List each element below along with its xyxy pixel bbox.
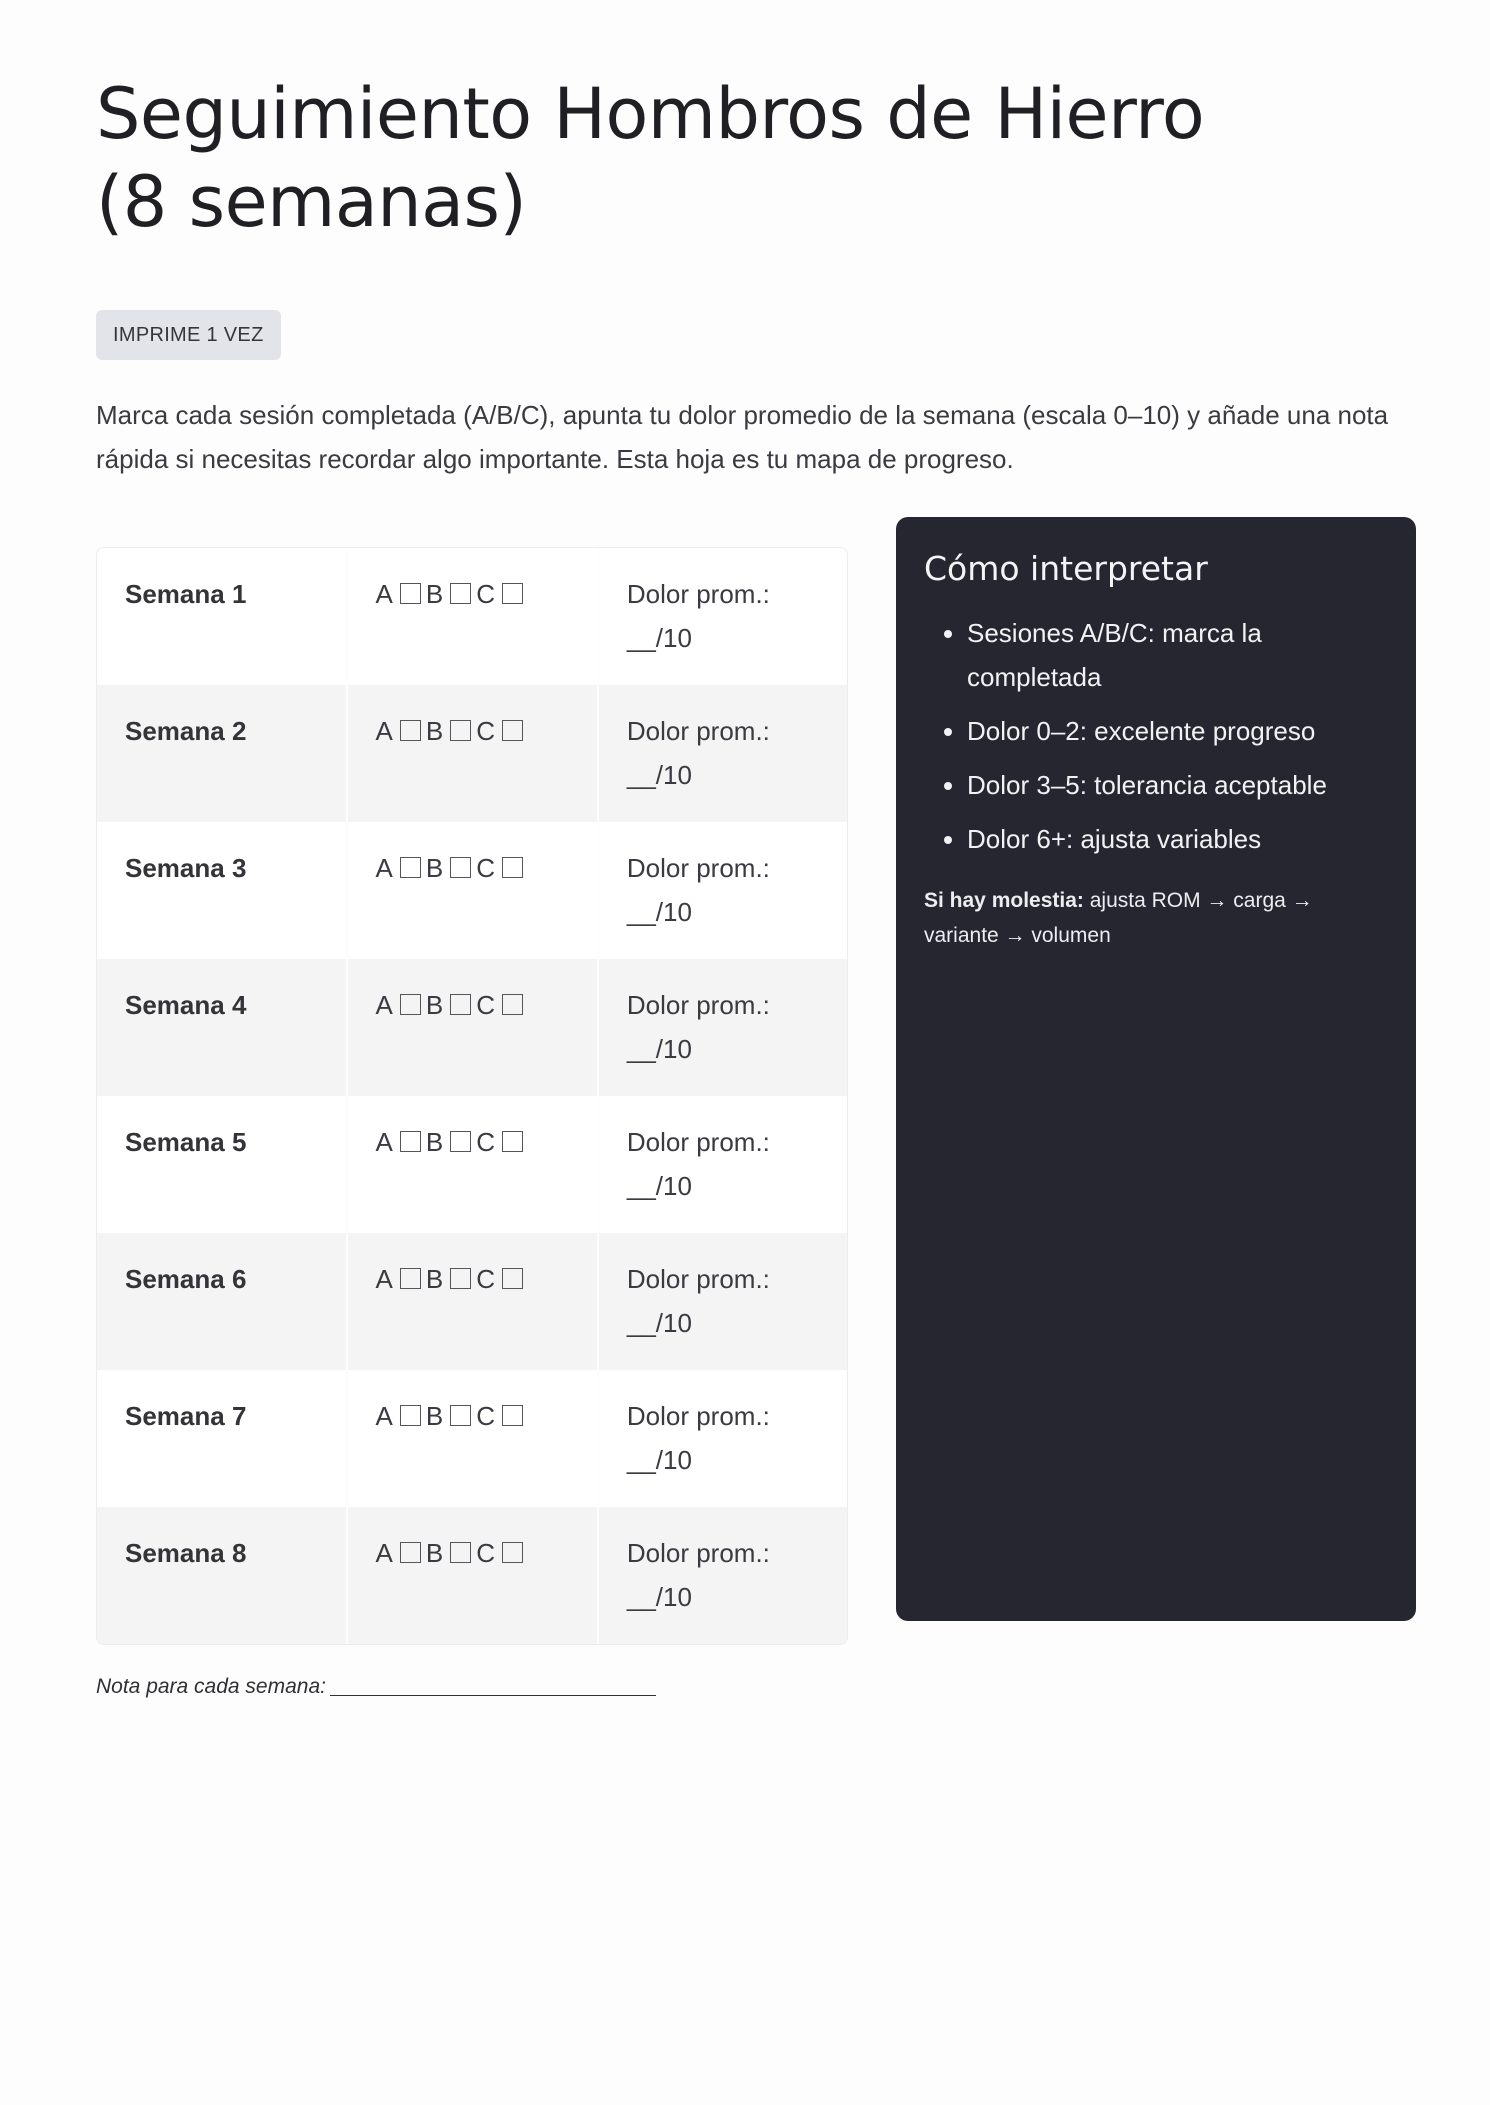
session-label: A (375, 1538, 393, 1568)
week-label: Semana 5 (97, 1096, 348, 1233)
session-checkboxes (348, 959, 599, 1096)
pain-average (599, 959, 847, 1096)
pain-scale[interactable]: __/10 (626, 1582, 692, 1612)
session-label: B (425, 1264, 444, 1294)
session-label: C (476, 1264, 495, 1294)
session-checkboxes (348, 1507, 599, 1644)
session-checkboxes (348, 548, 599, 685)
week-label: Semana 7 (97, 1370, 348, 1507)
table-row (97, 1370, 847, 1507)
hint-label: Si hay molestia: (924, 889, 1084, 912)
session-label: B (425, 1401, 444, 1431)
session-label: C (476, 716, 495, 746)
session-label: C (476, 853, 495, 883)
table-row (97, 1233, 847, 1370)
pain-label: Dolor prom.: (626, 1538, 770, 1568)
pain-scale[interactable]: __/10 (626, 897, 692, 927)
list-item: • Dolor 6+: ajusta variables (967, 817, 1388, 861)
pain-scale[interactable]: __/10 (626, 623, 692, 653)
session-checkbox[interactable] (502, 1542, 523, 1563)
session-checkbox[interactable] (502, 857, 523, 878)
session-checkboxes (348, 822, 599, 959)
session-checkbox[interactable] (502, 720, 523, 741)
session-label: A (375, 1264, 393, 1294)
session-checkbox[interactable] (450, 1542, 471, 1563)
print-badge: IMPRIME 1 VEZ (96, 310, 281, 360)
list-item: • Dolor 0–2: excelente progreso (967, 709, 1388, 753)
pain-scale[interactable]: __/10 (626, 1308, 692, 1338)
note-line (330, 1695, 656, 1696)
pain-average (599, 1233, 847, 1370)
week-label: Semana 2 (97, 685, 348, 822)
page-title: Seguimiento Hombros de Hierro (8 semanas) (96, 73, 1205, 243)
table-row (97, 822, 847, 959)
session-checkbox[interactable] (502, 1131, 523, 1152)
list-item: • Dolor 3–5: tolerancia aceptable (967, 763, 1388, 807)
pain-scale[interactable]: __/10 (626, 760, 692, 790)
session-checkbox[interactable] (400, 1131, 421, 1152)
table-row (97, 1096, 847, 1233)
session-label: A (375, 716, 393, 746)
weeks-table (96, 547, 848, 1645)
discomfort-hint (924, 883, 1388, 953)
session-checkbox[interactable] (450, 857, 471, 878)
pain-label: Dolor prom.: (626, 853, 770, 883)
pain-label: Dolor prom.: (626, 1127, 770, 1157)
week-label: Semana 1 (97, 548, 348, 685)
list-item: • Sesiones A/B/C: marca la completada (967, 611, 1388, 699)
session-checkbox[interactable] (400, 720, 421, 741)
session-checkbox[interactable] (400, 1405, 421, 1426)
session-label: C (476, 1127, 495, 1157)
session-label: C (476, 1538, 495, 1568)
weekly-tracker (96, 547, 848, 1699)
session-checkbox[interactable] (502, 583, 523, 604)
pain-label: Dolor prom.: (626, 990, 770, 1020)
pain-label: Dolor prom.: (626, 1264, 770, 1294)
session-label: C (476, 579, 495, 609)
session-checkbox[interactable] (450, 1131, 471, 1152)
pain-average (599, 548, 847, 685)
pain-average (599, 1507, 847, 1644)
session-checkbox[interactable] (502, 994, 523, 1015)
intro-text: Marca cada sesión completada (A/B/C), apunta tu dolor promedio de la semana (escala 0–10) y añade una nota rápida si necesitas recordar algo importante. Esta hoja es tu mapa de progreso. (96, 400, 1389, 474)
interpretation-list (924, 611, 1388, 861)
page (96, 70, 1416, 1698)
session-label: A (375, 990, 393, 1020)
session-checkbox[interactable] (450, 583, 471, 604)
session-checkboxes (348, 685, 599, 822)
session-label: C (476, 990, 495, 1020)
pain-average (599, 685, 847, 822)
session-checkbox[interactable] (450, 1268, 471, 1289)
pain-scale[interactable]: __/10 (626, 1171, 692, 1201)
session-checkbox[interactable] (502, 1268, 523, 1289)
session-checkbox[interactable] (502, 1405, 523, 1426)
session-checkbox[interactable] (450, 994, 471, 1015)
table-row (97, 1507, 847, 1644)
table-row (97, 685, 847, 822)
interpretation-panel (896, 517, 1416, 1621)
panel-heading: Cómo interpretar (924, 549, 1208, 588)
session-label: A (375, 579, 393, 609)
pain-label: Dolor prom.: (626, 716, 770, 746)
table-row (97, 548, 847, 685)
content-area (96, 517, 1416, 1698)
session-label: B (425, 1538, 444, 1568)
pain-average (599, 822, 847, 959)
week-label: Semana 8 (97, 1507, 348, 1644)
pain-average (599, 1096, 847, 1233)
pain-label: Dolor prom.: (626, 1401, 770, 1431)
weeks-table-body (97, 548, 847, 1644)
session-label: A (375, 1401, 393, 1431)
pain-label: Dolor prom.: (626, 579, 770, 609)
session-label: A (375, 1127, 393, 1157)
session-label: C (476, 1401, 495, 1431)
pain-scale[interactable]: __/10 (626, 1034, 692, 1064)
pain-scale[interactable]: __/10 (626, 1445, 692, 1475)
session-label: A (375, 853, 393, 883)
week-label: Semana 3 (97, 822, 348, 959)
table-row (97, 959, 847, 1096)
session-label: B (425, 990, 444, 1020)
week-label: Semana 4 (97, 959, 348, 1096)
session-checkbox[interactable] (450, 720, 471, 741)
session-checkbox[interactable] (400, 1268, 421, 1289)
session-label: B (425, 1127, 444, 1157)
session-checkbox[interactable] (400, 857, 421, 878)
session-label: B (425, 579, 444, 609)
week-label: Semana 6 (97, 1233, 348, 1370)
hint-text: ajusta ROM → carga → variante → volumen (924, 889, 1313, 947)
pain-average (599, 1370, 847, 1507)
weekly-note (96, 1675, 848, 1699)
session-checkbox[interactable] (400, 994, 421, 1015)
session-checkboxes (348, 1233, 599, 1370)
session-checkboxes (348, 1096, 599, 1233)
session-label: B (425, 716, 444, 746)
session-checkbox[interactable] (400, 1542, 421, 1563)
note-label: Nota para cada semana: (96, 1675, 326, 1698)
session-checkbox[interactable] (400, 583, 421, 604)
session-label: B (425, 853, 444, 883)
session-checkboxes (348, 1370, 599, 1507)
session-checkbox[interactable] (450, 1405, 471, 1426)
